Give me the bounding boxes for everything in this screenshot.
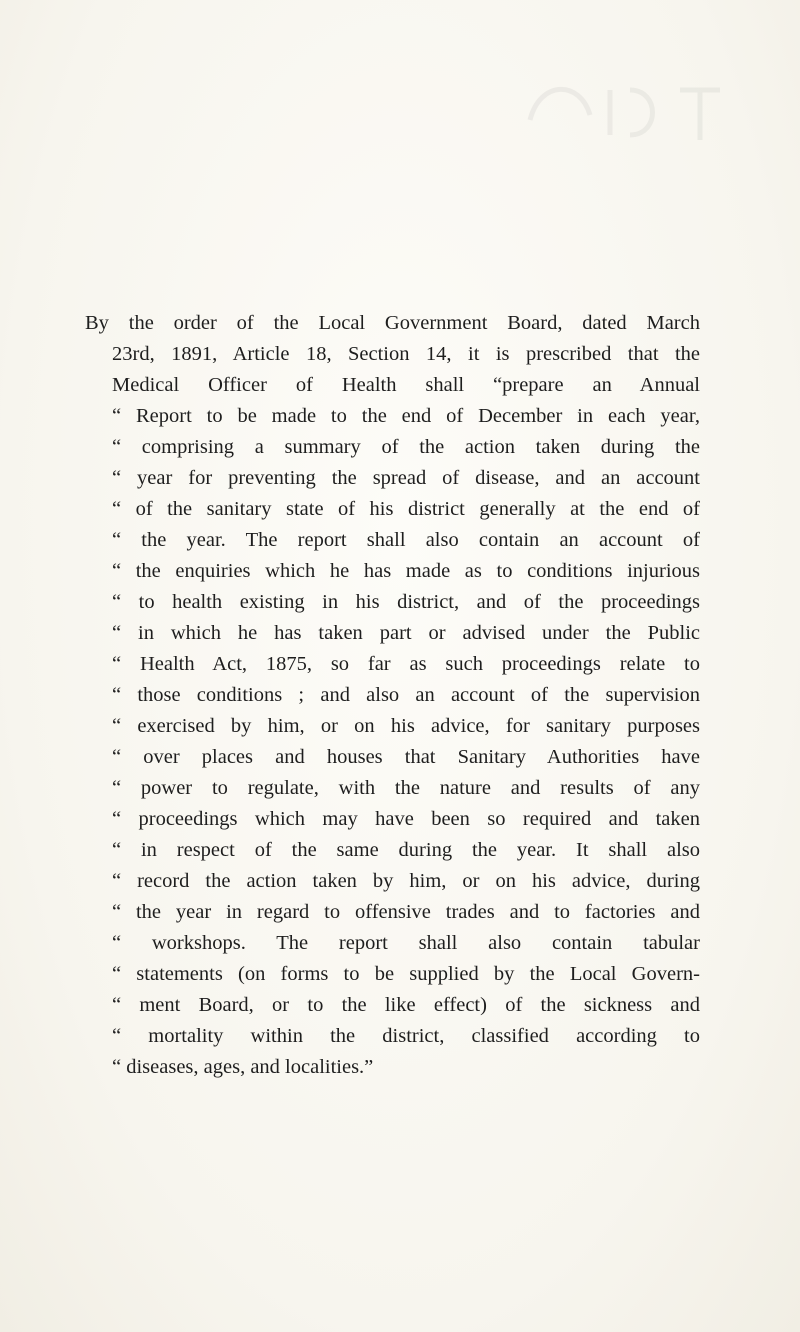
text-line: “ proceedings which may have been so required and taken <box>112 808 700 830</box>
text-line: “ the year in regard to offensive trades and to factories and <box>112 901 700 923</box>
text-line: “ workshops. The report shall also contain tabular <box>112 932 700 954</box>
text-line: “ in which he has taken part or advised under the Public <box>112 622 700 644</box>
text-line: “ to health existing in his district, and of the proceedings <box>112 591 700 613</box>
text-line: “ ment Board, or to the like effect) of the sickness and <box>112 994 700 1016</box>
text-line: 23rd, 1891, Article 18, Section 14, it is prescribed that the <box>112 343 700 365</box>
text-line: “ those conditions ; and also an account of the supervision <box>112 684 700 706</box>
text-line: “ mortality within the district, classified according to <box>112 1025 700 1047</box>
order-paragraph <box>85 308 700 1083</box>
text-line: “ over places and houses that Sanitary Authorities have <box>112 746 700 768</box>
text-line: “ comprising a summary of the action taken during the <box>112 436 700 458</box>
text-line: “ in respect of the same during the year. It shall also <box>112 839 700 861</box>
text-line: “ the enquiries which he has made as to conditions injurious <box>112 560 700 582</box>
text-line: “ the year. The report shall also contain an account of <box>112 529 700 551</box>
text-line: “ diseases, ages, and localities.” <box>112 1056 374 1078</box>
show-through-bleed <box>520 60 740 150</box>
text-line: “ year for preventing the spread of disease, and an account <box>112 467 700 489</box>
text-line: Medical Officer of Health shall “prepare an Annual <box>112 374 700 396</box>
text-line: “ Health Act, 1875, so far as such proceedings relate to <box>112 653 700 675</box>
text-line: “ power to regulate, with the nature and results of any <box>112 777 700 799</box>
text-line: “ Report to be made to the end of December in each year, <box>112 405 700 427</box>
text-line: “ of the sanitary state of his district generally at the end of <box>112 498 700 520</box>
text-line: “ record the action taken by him, or on his advice, during <box>112 870 700 892</box>
text-line: “ statements (on forms to be supplied by the Local Govern- <box>112 963 700 985</box>
text-line: By the order of the Local Government Board, dated March <box>85 312 700 334</box>
text-line: “ exercised by him, or on his advice, for sanitary purposes <box>112 715 700 737</box>
